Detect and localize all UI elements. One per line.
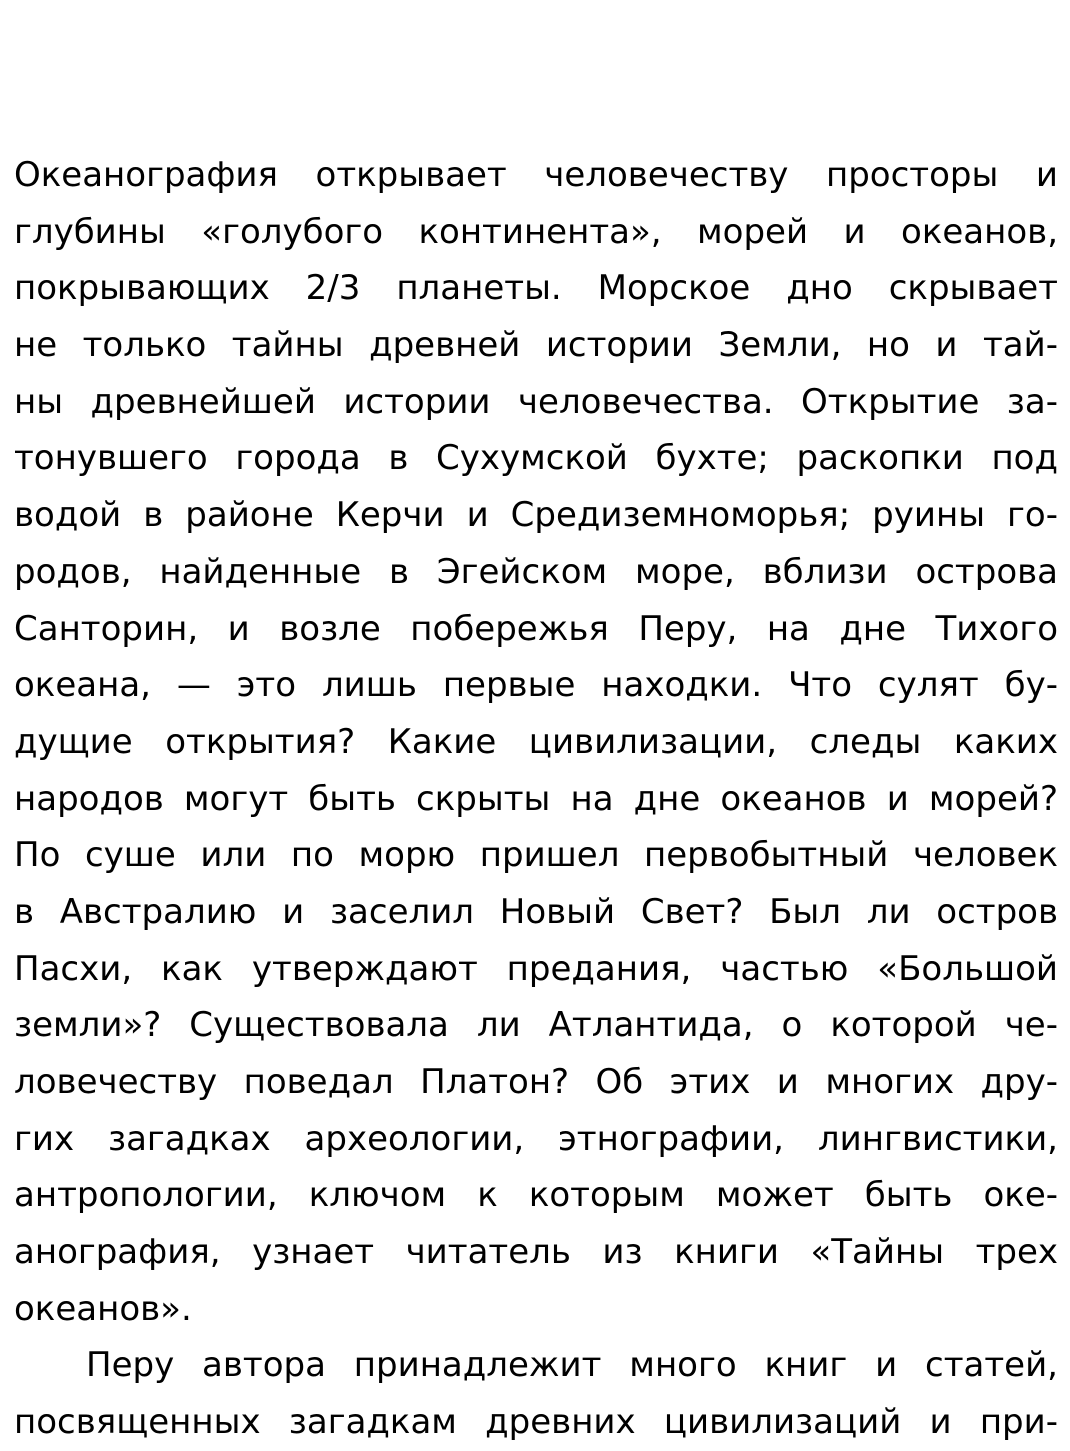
- text-line: покрывающих 2/3 планеты. Морское дно скрывает: [14, 268, 1058, 309]
- text-line: океанов».: [14, 1288, 192, 1329]
- text-line: Пасхи, как утверждают предания, частью «Большой: [14, 948, 1058, 989]
- text-line: ловечеству поведал Платон? Об этих и многих дру-: [14, 1062, 1058, 1102]
- text-line: океана, — это лишь первые находки. Что сулят бу-: [14, 665, 1058, 706]
- text-line: глубины «голубого континента», морей и океанов,: [14, 211, 1058, 252]
- text-line: дущие открытия? Какие цивилизации, следы каких: [14, 721, 1058, 762]
- text-line: в Австралию и заселил Новый Свет? Был ли остров: [14, 891, 1058, 932]
- text-line: народов могут быть скрыты на дне океанов и морей?: [14, 778, 1058, 819]
- text-line: посвященных загадкам древних цивилизаций и при-: [14, 1402, 1058, 1443]
- paragraph-author: [14, 1337, 1058, 1450]
- text-line: анография, узнает читатель из книги «Тайны трех: [14, 1232, 1058, 1273]
- text-line: Океанография открывает человечеству просторы и: [14, 155, 1058, 195]
- text-line: водой в районе Керчи и Средиземноморья; руины го-: [14, 495, 1058, 536]
- text-line: антропологии, ключом к которым может быть оке-: [14, 1175, 1058, 1216]
- text-line: не только тайны древней истории Земли, но и тай-: [14, 325, 1058, 366]
- document-page: [14, 147, 1058, 1451]
- text-line: земли»? Существовала ли Атлантида, о которой че-: [14, 1005, 1058, 1046]
- text-line: родов, найденные в Эгейском море, вблизи острова: [14, 551, 1058, 592]
- text-line: тонувшего города в Сухумской бухте; раскопки под: [14, 438, 1058, 479]
- text-line: Перу автора принадлежит много книг и статей,: [86, 1345, 1058, 1386]
- text-line: ны древнейшей истории человечества. Открытие за-: [14, 381, 1058, 422]
- paragraph-intro: [14, 147, 1058, 1337]
- text-line: Санторин, и возле побережья Перу, на дне Тихого: [14, 608, 1058, 649]
- text-line: гих загадках археологии, этнографии, лингвистики,: [14, 1118, 1058, 1159]
- text-line: По суше или по морю пришел первобытный человек: [14, 835, 1058, 876]
